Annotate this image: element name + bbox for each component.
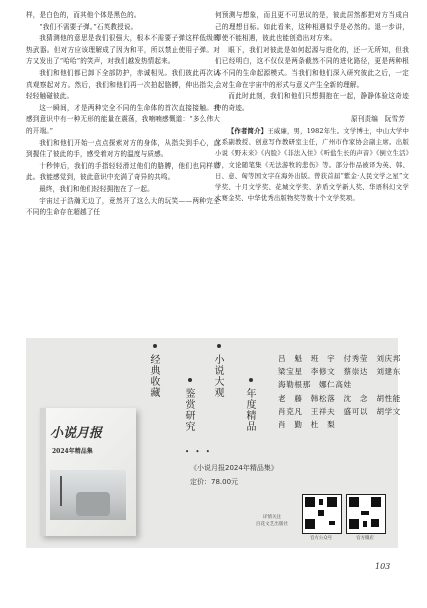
lamp-shape xyxy=(60,476,62,506)
source-line: 原刊责编 阮雪芳 xyxy=(351,115,405,124)
paragraph: 我猜测他的意思是我们很强大，根本不需要子弹这样低级的热武器。但对方应该理解成了因为和平，所以禁止使用子弹。对方又发出了“哈哈”的笑声，对我们越发热情起来。 xyxy=(26,34,220,66)
left-text-column xyxy=(26,10,220,219)
right-text-column xyxy=(215,10,409,204)
ad-book-title: 《小说月报2024年精品集》 xyxy=(190,464,278,472)
ad-bullet-2 xyxy=(185,378,196,385)
qr-note-text: 详情关注 百花文艺出版社 xyxy=(255,515,289,527)
ad-label-appreciation: 鉴赏研究 xyxy=(183,388,194,432)
ad-label-novels: 小说大观 xyxy=(212,354,223,398)
qr-code-icon[interactable] xyxy=(346,494,386,534)
ad-bullet-1 xyxy=(150,344,161,351)
author-bio-text: 王威廉，男，1982年生。文学博士，中山大学中文系副教授、创意写作教研室主任，广州市作家协会副主席。出版小说《野未来》《内脸》《非法入住》《听盐生长的声音》《倒立生活》等，文论随笔集《无法游牧的悲伤》等。部分作品被译为英、韩、日、意、匈等国文字在海外出版。曾获首届“紫金·人民文学之星”文学奖、十月文学奖、花城文学奖、茅盾文学新人奖、华语科幻文学大赛金奖、中华优秀出版物奖等数十个文学奖项。 xyxy=(215,126,410,203)
qr-caption: 官方公众号 xyxy=(310,536,332,541)
author-row: 海勒根那 娜仁高娃 xyxy=(278,380,352,390)
author-row: 吕 魁 班 宇 付秀莹 刘庆邦 xyxy=(278,354,401,363)
author-list xyxy=(278,352,401,431)
cover-logo: 小说月报 xyxy=(50,426,103,441)
author-row: 梁宝星 李修文 蔡崇达 刘建东 xyxy=(278,367,401,377)
book-spine xyxy=(40,408,46,536)
author-bio xyxy=(215,126,409,204)
ad-label-annual: 年度精品 xyxy=(244,388,255,432)
ad-label-classic: 经典收藏 xyxy=(148,354,159,398)
paragraph: 样，是白色的，而其他个体是黑色的。 xyxy=(26,11,141,19)
qr-caption: 官方微店 xyxy=(356,536,374,541)
author-row: 肖克凡 王祥夫 盛可以 胡学文 xyxy=(278,406,401,416)
author-row: 肖 勤 杜 梨 xyxy=(278,420,336,430)
paragraph: 眼下，我们对彼此是如何起源与进化的，还一无所知，但我们已经明白，这不仅仅是两条截然不同的进化路径，更是两种根本不同的生命起源模式。当我们和他们深入研究彼此之后，一定会对生命在宇宙中的形式与意义产生全新的理解。 xyxy=(215,45,409,89)
qr-note xyxy=(246,514,298,528)
qr-code-icon[interactable] xyxy=(302,494,342,534)
paragraph: 何预测与想象，而且更不可思议的是，彼此居然都把对方当成自己的理想目标。如此看来，这种相遇似乎是必然的。退一步讲，即使不能相遇，彼此也能创造出对方来。 xyxy=(215,11,409,43)
ad-bullet-3 xyxy=(214,344,225,351)
paragraph: 最终，我们和他们轻轻拥抱在了一起。 xyxy=(39,184,154,193)
author-row: 老 藤 韩松落 沈 念 胡性能 xyxy=(278,393,401,403)
paragraph: 宇宙过于浩瀚无边了，竟然开了这么大的玩笑——两种完全不同的生命存在超越了任 xyxy=(26,196,220,217)
decorative-dots: • • • xyxy=(185,448,212,456)
paragraph: 这一瞬间，才是两种完全不同的生命体的首次直接接触。我感到意识中有一种无形的能量在震荡，我喃喃感慨道：“多么伟大的开端。” xyxy=(26,103,220,135)
book-cover xyxy=(40,408,136,536)
cover-edition: 2024年精品集 xyxy=(52,448,93,455)
ad-bullet-4 xyxy=(246,378,257,385)
author-bio-tag: 【作者简介】 xyxy=(227,126,268,135)
chair-shape xyxy=(76,492,110,516)
paragraph: 而此时此刻，我们和他们只想拥抱在一起，静静体验这奇迹中的奇迹。 xyxy=(215,92,409,112)
paragraph: 我们和他们都已卸下全部防护，赤诚相见。我们彼此再次认真观察起对方。然后，我们和他们再一次拍起胳膊，伸出指尖，轻轻触碰彼此。 xyxy=(26,68,220,101)
paragraph: 我们和他们开始一点点探索对方的身体，从指尖到手心，直到握住了彼此的手，感受着对方的温度与质感。 xyxy=(26,138,220,159)
page-number: 103 xyxy=(375,562,391,571)
ad-book-price: 定价：78.00元 xyxy=(190,478,239,486)
paragraph: “我们不需要子弹。”石英教授说。 xyxy=(39,22,138,31)
paragraph: 十秒钟后，我们的手指轻轻滑过他们的胳膊，他们也同样如此。我能感觉到，彼此意识中充满了奇异的共鸣。 xyxy=(26,161,220,182)
